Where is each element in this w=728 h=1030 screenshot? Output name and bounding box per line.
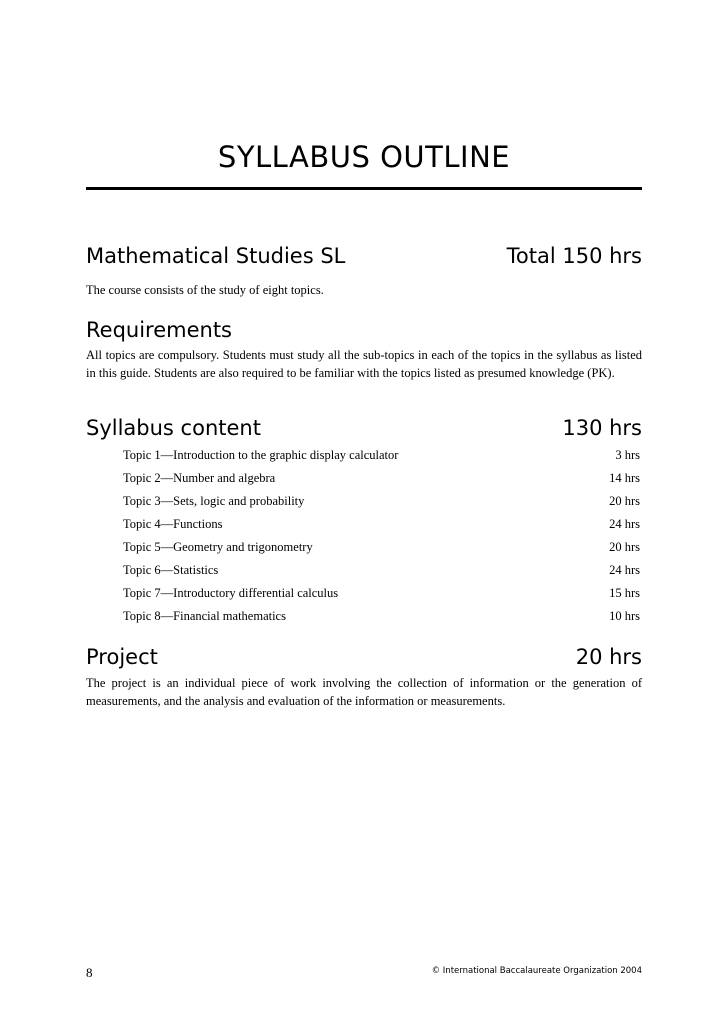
- syllabus-content-heading: [86, 416, 642, 440]
- topic-hours: 24 hrs: [609, 563, 640, 577]
- topic-label: Topic 6—Statistics: [123, 563, 219, 577]
- topic-hours: 14 hrs: [609, 471, 640, 485]
- topic-row-7: [123, 584, 640, 607]
- topic-label: Topic 4—Functions: [123, 517, 223, 531]
- topic-row-6: [123, 561, 640, 584]
- topic-row-2: [123, 469, 640, 492]
- project-title: Project: [86, 645, 158, 669]
- topic-label: Topic 5—Geometry and trigonometry: [123, 540, 313, 554]
- page-number: 8: [86, 965, 93, 980]
- project-text: The project is an individual piece of work involving the collection of information or the generation of measurements, and the analysis and evaluation of the information or measurements.: [86, 676, 642, 708]
- title-divider: [86, 187, 642, 190]
- course-name: Mathematical Studies SL: [86, 244, 346, 268]
- topic-hours: 10 hrs: [609, 609, 640, 623]
- topic-row-5: [123, 538, 640, 561]
- requirements-text: All topics are compulsory. Students must study all the sub-topics in each of the topics in the syllabus as listed in this guide. Students are also required to be familiar with the topics listed as presumed knowledge (PK).: [86, 348, 642, 380]
- topic-hours: 3 hrs: [615, 448, 640, 462]
- topic-list: [123, 446, 640, 630]
- course-description: The course consists of the study of eight topics.: [86, 283, 324, 297]
- topic-row-3: [123, 492, 640, 515]
- topic-hours: 20 hrs: [609, 540, 640, 554]
- topic-row-4: [123, 515, 640, 538]
- topic-label: Topic 1—Introduction to the graphic display calculator: [123, 448, 399, 462]
- course-heading: [86, 244, 642, 268]
- syllabus-content-hours: 130 hrs: [562, 416, 642, 440]
- topic-label: Topic 3—Sets, logic and probability: [123, 494, 305, 508]
- project-hours: 20 hrs: [575, 645, 642, 669]
- page-title: SYLLABUS OUTLINE: [217, 140, 511, 174]
- copyright-notice: © International Baccalaureate Organization 2004: [431, 966, 642, 976]
- topic-hours: 20 hrs: [609, 494, 640, 508]
- syllabus-content-title: Syllabus content: [86, 416, 261, 440]
- project-heading: [86, 645, 642, 669]
- topic-hours: 15 hrs: [609, 586, 640, 600]
- topic-label: Topic 8—Financial mathematics: [123, 609, 286, 623]
- topic-hours: 24 hrs: [609, 517, 640, 531]
- course-total-hours: Total 150 hrs: [506, 244, 642, 268]
- requirements-title: Requirements: [86, 318, 232, 342]
- topic-row-8: [123, 607, 640, 630]
- topic-label: Topic 2—Number and algebra: [123, 471, 276, 485]
- requirements-heading: [86, 318, 642, 342]
- topic-label: Topic 7—Introductory differential calculus: [123, 586, 339, 600]
- topic-row-1: [123, 446, 640, 469]
